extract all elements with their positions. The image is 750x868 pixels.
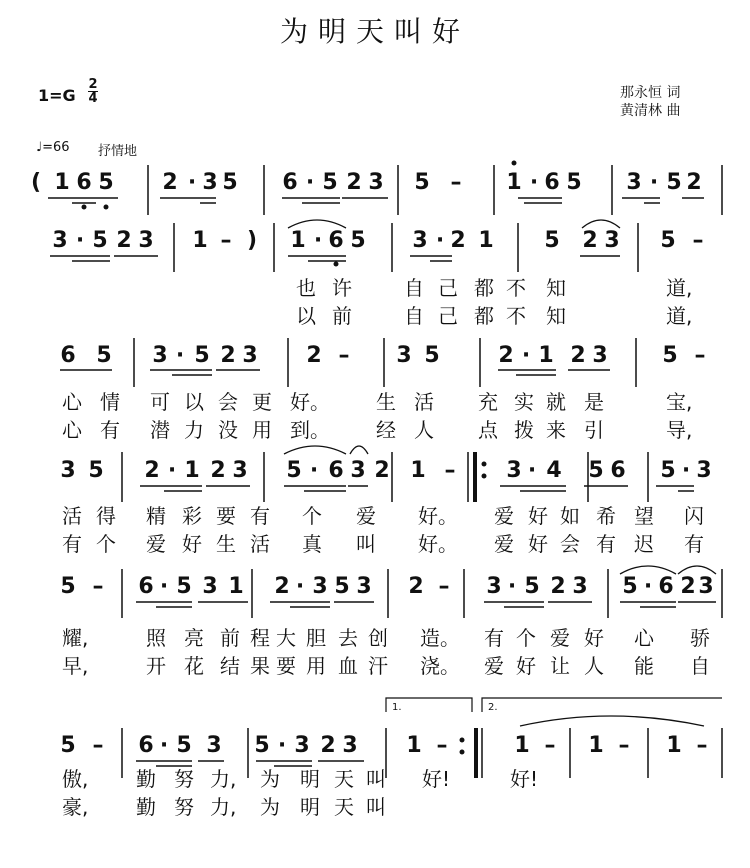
dash: – — [438, 574, 450, 599]
lyric-syllable: 活 — [414, 390, 434, 414]
note: 6 — [610, 458, 626, 483]
note: 5 — [98, 170, 114, 195]
dot: · — [309, 458, 319, 483]
dot: · — [507, 574, 517, 599]
lyric-syllable: 充 — [478, 390, 498, 414]
lyric-syllable: 为 — [260, 767, 280, 791]
dot: · — [159, 733, 169, 758]
dash: – — [450, 170, 462, 195]
note: 5 — [350, 228, 366, 253]
lyric-syllable: 爱 — [356, 504, 376, 528]
lyric-syllable: 都 — [474, 276, 494, 300]
note: 3 — [138, 228, 154, 253]
tempo-marking: ♩=66 — [36, 140, 70, 155]
lyric-syllable: 好 — [516, 654, 536, 678]
lyric-syllable: 豪, — [62, 795, 89, 819]
note: 2 — [570, 343, 586, 368]
note: 5 — [334, 574, 350, 599]
dot: · — [521, 343, 531, 368]
note: 5 — [662, 343, 678, 368]
note: 1 — [478, 228, 494, 253]
note: 2 — [686, 170, 702, 195]
note: 3 — [592, 343, 608, 368]
lyric-syllable: 希 — [596, 504, 616, 528]
dot: · — [175, 343, 185, 368]
lyric-syllable: 能 — [634, 654, 654, 678]
lyric-syllable: 耀, — [62, 626, 89, 650]
dot: · — [187, 170, 197, 195]
note: 3 — [696, 458, 712, 483]
note: 2 — [498, 343, 514, 368]
lyric-syllable: 自 — [690, 654, 710, 678]
lyric-syllable: 自 — [404, 276, 424, 300]
note: 3 — [202, 170, 218, 195]
dot: · — [435, 228, 445, 253]
slur — [284, 446, 346, 454]
dot: · — [75, 228, 85, 253]
note: 2 — [220, 343, 236, 368]
dash: – — [92, 574, 104, 599]
lyric-syllable: 傲, — [62, 767, 89, 791]
dot: · — [295, 574, 305, 599]
ending-bracket-2 — [482, 698, 722, 712]
note: 3 — [572, 574, 588, 599]
octave-dot — [334, 262, 339, 267]
lyric-syllable: 是 — [584, 390, 604, 414]
octave-dot — [460, 738, 465, 743]
note: 3 — [52, 228, 68, 253]
note: 3 — [312, 574, 328, 599]
note: 1 — [588, 733, 604, 758]
lyric-syllable: 个 — [302, 504, 322, 528]
note: 5 — [60, 733, 76, 758]
lyric-syllable: 以 — [296, 304, 316, 328]
note: 5 — [322, 170, 338, 195]
lyric-syllable: 心 — [62, 418, 82, 442]
lyric-syllable: 花 — [184, 654, 204, 678]
lyric-syllable: 闪 — [684, 504, 704, 528]
note: 6 — [328, 458, 344, 483]
note: 6 — [138, 733, 154, 758]
lyric-syllable: 活 — [62, 504, 82, 528]
note: 1 — [184, 458, 200, 483]
lyric-syllable: 要 — [276, 654, 296, 678]
meter-top: 2 — [88, 77, 98, 92]
dot: · — [643, 574, 653, 599]
note: 4 — [546, 458, 562, 483]
lyric-syllable: 到。 — [290, 418, 330, 442]
dot: · — [305, 170, 315, 195]
lyric-syllable: 好 — [528, 532, 548, 556]
note: 2 — [346, 170, 362, 195]
note: 1 — [410, 458, 426, 483]
lyric-syllable: 用 — [252, 418, 272, 442]
dash: – — [220, 228, 232, 253]
lyric-syllable: 有 — [484, 626, 504, 650]
lyric-syllable: 好! — [510, 767, 539, 791]
note: 2 — [680, 574, 696, 599]
lyric-syllable: 叫 — [366, 795, 386, 819]
note: 1 — [538, 343, 554, 368]
lyric-syllable: 程 — [250, 626, 270, 650]
note: 6 — [138, 574, 154, 599]
note: 3 — [202, 574, 218, 599]
dot: · — [159, 574, 169, 599]
lyric-syllable: 前 — [332, 304, 352, 328]
lyric-syllable: 叫 — [356, 532, 376, 556]
meter-bottom: 4 — [88, 91, 98, 106]
note: 3 — [242, 343, 258, 368]
note: 3 — [604, 228, 620, 253]
note: 5 — [660, 228, 676, 253]
slur — [582, 220, 620, 228]
note: 5 — [60, 574, 76, 599]
lyric-syllable: 爱 — [484, 654, 504, 678]
note: 5 — [622, 574, 638, 599]
lyric-syllable: 有 — [684, 532, 704, 556]
note: 5 — [666, 170, 682, 195]
lyric-syllable: 情 — [100, 390, 120, 414]
lyric-syllable: 好 — [528, 504, 548, 528]
lyric-syllable: 精 — [146, 504, 166, 528]
dash: – — [694, 343, 706, 368]
note: 5 — [414, 170, 430, 195]
lyric-syllable: 爱 — [494, 532, 514, 556]
note: 1 — [514, 733, 530, 758]
note: 3 — [152, 343, 168, 368]
dash: – — [338, 343, 350, 368]
note: 1 — [290, 228, 306, 253]
lyric-syllable: 用 — [306, 654, 326, 678]
dash: – — [618, 733, 630, 758]
octave-dot — [482, 474, 487, 479]
note: 3 — [294, 733, 310, 758]
lyric-syllable: 骄 — [690, 626, 710, 650]
lyric-syllable: 也 — [296, 276, 316, 300]
lyric-syllable: 力 — [184, 418, 204, 442]
ending-label-2: 2. — [488, 702, 498, 713]
lyric-syllable: 血 — [338, 654, 358, 678]
note: 3 — [626, 170, 642, 195]
dot: · — [681, 458, 691, 483]
dash: – — [544, 733, 556, 758]
note: 1 — [506, 170, 522, 195]
note: 2 — [374, 458, 390, 483]
note: ) — [246, 228, 258, 253]
octave-dot — [460, 750, 465, 755]
lyric-syllable: 拨 — [514, 418, 534, 442]
lyric-syllable: 要 — [216, 504, 236, 528]
note: 3 — [506, 458, 522, 483]
note: 1 — [406, 733, 422, 758]
note: 5 — [254, 733, 270, 758]
lyric-syllable: 果 — [250, 654, 270, 678]
note: 1 — [54, 170, 70, 195]
lyric-syllable: 造。 — [420, 626, 460, 650]
dot: · — [277, 733, 287, 758]
lyric-syllable: 生 — [376, 390, 396, 414]
note: 3 — [356, 574, 372, 599]
slur — [620, 566, 676, 574]
tie — [520, 716, 704, 726]
lyric-syllable: 好。 — [418, 504, 458, 528]
note: 1 — [666, 733, 682, 758]
note: 6 — [60, 343, 76, 368]
lyric-syllable: 就 — [546, 390, 566, 414]
lyric-syllable: 不 — [506, 276, 526, 300]
lyric-syllable: 如 — [560, 504, 580, 528]
lyric-syllable: 会 — [560, 532, 580, 556]
lyric-syllable: 知 — [546, 276, 566, 300]
lyric-syllable: 知 — [546, 304, 566, 328]
note: 5 — [96, 343, 112, 368]
note: 3 — [368, 170, 384, 195]
lyric-syllable: 照 — [146, 626, 166, 650]
lyric-syllable: 真 — [302, 532, 322, 556]
note: 2 — [450, 228, 466, 253]
note: 6 — [76, 170, 92, 195]
lyric-syllable: 结 — [220, 654, 240, 678]
lyric-syllable: 更 — [252, 390, 272, 414]
note: 2 — [582, 228, 598, 253]
lyric-syllable: 心 — [62, 390, 82, 414]
lyric-syllable: 宝, — [666, 390, 693, 414]
lyric-syllable: 导, — [666, 418, 693, 442]
lyricist-credit: 那永恒 词 — [620, 85, 681, 101]
lyric-syllable: 浇。 — [420, 654, 460, 678]
note: 2 — [306, 343, 322, 368]
lyric-syllable: 来 — [546, 418, 566, 442]
ending-label-1: 1. — [392, 702, 402, 713]
dot: · — [649, 170, 659, 195]
lyric-syllable: 爱 — [146, 532, 166, 556]
lyric-syllable: 个 — [96, 532, 116, 556]
lyric-syllable: 好 — [584, 626, 604, 650]
octave-dot — [482, 462, 487, 467]
note: 3 — [486, 574, 502, 599]
note: 5 — [92, 228, 108, 253]
slur — [288, 220, 346, 228]
slur — [678, 566, 716, 574]
lyric-syllable: 天 — [334, 795, 354, 819]
lyric-syllable: 有 — [100, 418, 120, 442]
lyric-syllable: 经 — [376, 418, 396, 442]
note: 5 — [88, 458, 104, 483]
lyric-syllable: 迟 — [634, 532, 654, 556]
note: 2 — [274, 574, 290, 599]
lyric-syllable: 望 — [634, 504, 654, 528]
composer-credit: 黄清林 曲 — [620, 103, 681, 119]
dash: – — [92, 733, 104, 758]
note: 3 — [698, 574, 714, 599]
lyric-syllable: 胆 — [306, 626, 326, 650]
lyric-syllable: 为 — [260, 795, 280, 819]
note: 2 — [162, 170, 178, 195]
lyric-syllable: 人 — [584, 654, 604, 678]
lyric-syllable: 有 — [250, 504, 270, 528]
lyric-syllable: 都 — [474, 304, 494, 328]
dot: · — [313, 228, 323, 253]
lyric-syllable: 去 — [338, 626, 358, 650]
lyric-syllable: 道, — [666, 276, 693, 300]
note: 5 — [286, 458, 302, 483]
note: 6 — [544, 170, 560, 195]
lyric-syllable: 可 — [150, 390, 170, 414]
lyric-syllable: 好! — [422, 767, 451, 791]
note: 3 — [412, 228, 428, 253]
note: 2 — [144, 458, 160, 483]
note: 3 — [232, 458, 248, 483]
lyric-syllable: 不 — [506, 304, 526, 328]
lyric-syllable: 会 — [218, 390, 238, 414]
lyric-syllable: 潜 — [150, 418, 170, 442]
note: 1 — [228, 574, 244, 599]
lyric-syllable: 大 — [276, 626, 296, 650]
octave-dot — [104, 205, 109, 210]
note: 6 — [658, 574, 674, 599]
note: 3 — [342, 733, 358, 758]
note: 5 — [176, 733, 192, 758]
lyric-syllable: 汗 — [368, 654, 388, 678]
lyric-syllable: 爱 — [494, 504, 514, 528]
note: 1 — [192, 228, 208, 253]
note: 3 — [350, 458, 366, 483]
lyric-syllable: 彩 — [182, 504, 202, 528]
lyric-syllable: 努 — [174, 767, 194, 791]
note: 5 — [222, 170, 238, 195]
lyric-syllable: 活 — [250, 532, 270, 556]
lyric-syllable: 自 — [404, 304, 424, 328]
note: 6 — [282, 170, 298, 195]
lyric-syllable: 明 — [300, 767, 320, 791]
lyric-syllable: 生 — [216, 532, 236, 556]
lyric-syllable: 有 — [596, 532, 616, 556]
octave-dot — [512, 161, 517, 166]
dot: · — [529, 170, 539, 195]
lyric-syllable: 力, — [210, 795, 237, 819]
note: 2 — [320, 733, 336, 758]
lyric-syllable: 努 — [174, 795, 194, 819]
lyric-syllable: 以 — [184, 390, 204, 414]
note: 5 — [660, 458, 676, 483]
lyric-syllable: 好。 — [418, 532, 458, 556]
note: 3 — [396, 343, 412, 368]
note: 5 — [544, 228, 560, 253]
lyric-syllable: 实 — [514, 390, 534, 414]
lyric-syllable: 天 — [334, 767, 354, 791]
dash: – — [692, 228, 704, 253]
note: 2 — [210, 458, 226, 483]
lyric-syllable: 早, — [62, 654, 89, 678]
lyric-syllable: 前 — [220, 626, 240, 650]
lyric-syllable: 亮 — [184, 626, 204, 650]
lyric-syllable: 勤 — [136, 767, 156, 791]
lyric-syllable: 创 — [368, 626, 388, 650]
note: 2 — [550, 574, 566, 599]
note: 5 — [588, 458, 604, 483]
note: 5 — [176, 574, 192, 599]
lyric-syllable: 好。 — [290, 390, 330, 414]
song-title: 为明天叫好 — [279, 15, 470, 48]
lyric-syllable: 道, — [666, 304, 693, 328]
lyric-syllable: 己 — [438, 304, 458, 328]
note: ( — [30, 170, 42, 195]
lyric-syllable: 好 — [182, 532, 202, 556]
lyric-syllable: 勤 — [136, 795, 156, 819]
lyric-syllable: 点 — [478, 418, 498, 442]
lyric-syllable: 引 — [584, 418, 604, 442]
note: 5 — [424, 343, 440, 368]
lyric-syllable: 得 — [96, 504, 116, 528]
note: 5 — [566, 170, 582, 195]
note: 6 — [328, 228, 344, 253]
dash: – — [436, 733, 448, 758]
lyric-syllable: 心 — [634, 626, 654, 650]
lyric-syllable: 叫 — [366, 767, 386, 791]
lyric-syllable: 力, — [210, 767, 237, 791]
dash: – — [696, 733, 708, 758]
note: 3 — [206, 733, 222, 758]
lyric-syllable: 有 — [62, 532, 82, 556]
lyric-syllable: 人 — [414, 418, 434, 442]
note: 5 — [524, 574, 540, 599]
dot: · — [527, 458, 537, 483]
lyric-syllable: 明 — [300, 795, 320, 819]
lyric-syllable: 个 — [516, 626, 536, 650]
lyric-syllable: 己 — [438, 276, 458, 300]
slur — [350, 446, 368, 454]
note: 2 — [116, 228, 132, 253]
lyric-syllable: 开 — [146, 654, 166, 678]
note: 5 — [194, 343, 210, 368]
note: 3 — [60, 458, 76, 483]
lyric-syllable: 让 — [550, 654, 570, 678]
note: 2 — [408, 574, 424, 599]
expression-marking: 抒情地 — [98, 144, 138, 159]
lyric-syllable: 爱 — [550, 626, 570, 650]
lyric-syllable: 许 — [332, 276, 352, 300]
key-signature: 1=G — [38, 86, 76, 105]
dot: · — [167, 458, 177, 483]
lyric-syllable: 没 — [218, 418, 238, 442]
dash: – — [444, 458, 456, 483]
octave-dot — [82, 205, 87, 210]
